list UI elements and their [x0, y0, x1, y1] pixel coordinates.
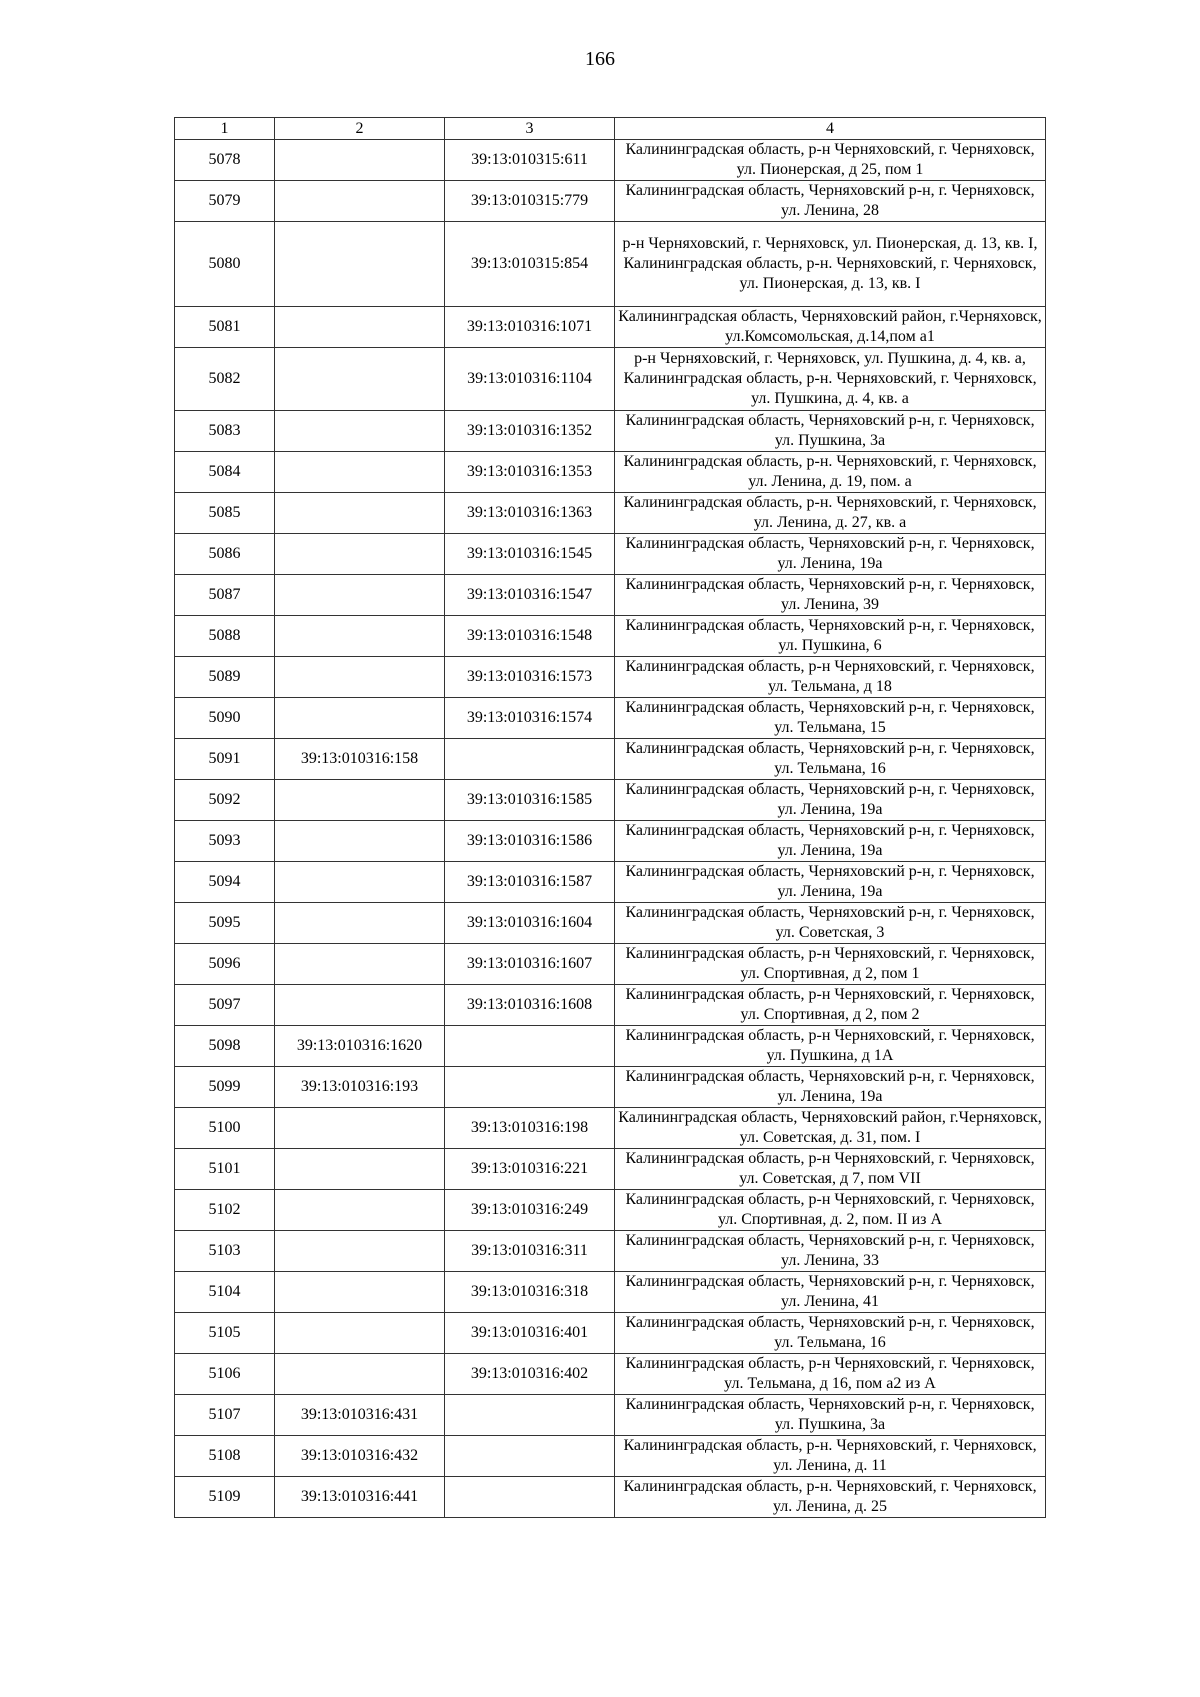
table-row [175, 1272, 1046, 1313]
cadastral-number-col3-cell: 39:13:010316:1104 [445, 348, 615, 411]
cadastral-number-col2-cell [275, 1190, 445, 1231]
address-cell: Калининградская область, Черняховский р-н, г. Черняховск, ул. Ленина, 39 [615, 575, 1046, 616]
cadastral-number-col2-cell: 39:13:010316:431 [275, 1395, 445, 1436]
cadastral-number-col3-cell: 39:13:010315:779 [445, 181, 615, 222]
table-row [175, 575, 1046, 616]
row-number-cell: 5100 [175, 1108, 275, 1149]
row-number-cell: 5093 [175, 821, 275, 862]
table-row [175, 1477, 1046, 1518]
cadastral-number-col2-cell: 39:13:010316:1620 [275, 1026, 445, 1067]
row-number-cell: 5105 [175, 1313, 275, 1354]
address-cell: Калининградская область, Черняховский р-н, г. Черняховск, ул. Ленина, 19а [615, 1067, 1046, 1108]
cadastral-number-col2-cell: 39:13:010316:193 [275, 1067, 445, 1108]
page-number: 166 [585, 48, 615, 70]
cadastral-number-col3-cell: 39:13:010316:1585 [445, 780, 615, 821]
address-cell: Калининградская область, Черняховский р-н, г. Черняховск, ул. Пушкина, 6 [615, 616, 1046, 657]
address-cell: Калининградская область, р-н Черняховский, г. Черняховск, ул. Спортивная, д. 2, пом. II из А [615, 1190, 1046, 1231]
address-cell: Калининградская область, Черняховский р-н, г. Черняховск, ул. Ленина, 19а [615, 862, 1046, 903]
address-cell: Калининградская область, р-н. Черняховский, г. Черняховск, ул. Ленина, д. 19, пом. а [615, 452, 1046, 493]
cadastral-number-col2-cell [275, 411, 445, 452]
cadastral-number-col3-cell: 39:13:010316:402 [445, 1354, 615, 1395]
address-cell: Калининградская область, Черняховский р-н, г. Черняховск, ул. Ленина, 33 [615, 1231, 1046, 1272]
cadastral-number-col3-cell: 39:13:010316:1071 [445, 307, 615, 348]
table-row [175, 222, 1046, 307]
cadastral-number-col3-cell: 39:13:010315:854 [445, 222, 615, 307]
cadastral-number-col2-cell [275, 698, 445, 739]
table-row [175, 903, 1046, 944]
table-row [175, 1395, 1046, 1436]
row-number-cell: 5085 [175, 493, 275, 534]
address-cell: Калининградская область, р-н Черняховский, г. Черняховск, ул. Спортивная, д 2, пом 2 [615, 985, 1046, 1026]
table-row [175, 862, 1046, 903]
cadastral-number-col3-cell [445, 1026, 615, 1067]
cadastral-number-col3-cell: 39:13:010316:1586 [445, 821, 615, 862]
table-row [175, 307, 1046, 348]
row-number-cell: 5079 [175, 181, 275, 222]
cadastral-number-col3-cell: 39:13:010316:1607 [445, 944, 615, 985]
table-row [175, 657, 1046, 698]
cadastral-number-col3-cell: 39:13:010316:221 [445, 1149, 615, 1190]
table-row [175, 1354, 1046, 1395]
cadastral-table [174, 117, 1046, 1518]
header-col-3: 3 [445, 118, 615, 140]
header-col-1: 1 [175, 118, 275, 140]
cadastral-number-col2-cell: 39:13:010316:158 [275, 739, 445, 780]
cadastral-number-col3-cell: 39:13:010316:1547 [445, 575, 615, 616]
row-number-cell: 5086 [175, 534, 275, 575]
row-number-cell: 5090 [175, 698, 275, 739]
header-col-2: 2 [275, 118, 445, 140]
address-cell: Калининградская область, Черняховский р-н, г. Черняховск, ул. Пушкина, 3а [615, 1395, 1046, 1436]
address-cell: Калининградская область, Черняховский район, г.Черняховск, ул. Советская, д. 31, пом. I [615, 1108, 1046, 1149]
address-cell: Калининградская область, Черняховский р-н, г. Черняховск, ул. Тельмана, 16 [615, 1313, 1046, 1354]
cadastral-number-col3-cell: 39:13:010316:249 [445, 1190, 615, 1231]
table-row [175, 616, 1046, 657]
address-cell: р-н Черняховский, г. Черняховск, ул. Пушкина, д. 4, кв. а, Калининградская область, р-н. Черняховский, г. Черняховск, ул. Пушкина, д. 4, кв. а [615, 348, 1046, 411]
address-cell: Калининградская область, р-н. Черняховский, г. Черняховск, ул. Ленина, д. 25 [615, 1477, 1046, 1518]
cadastral-number-col2-cell: 39:13:010316:432 [275, 1436, 445, 1477]
row-number-cell: 5108 [175, 1436, 275, 1477]
address-cell: Калининградская область, р-н. Черняховский, г. Черняховск, ул. Ленина, д. 27, кв. а [615, 493, 1046, 534]
cadastral-number-col3-cell: 39:13:010316:1604 [445, 903, 615, 944]
cadastral-number-col2-cell [275, 985, 445, 1026]
table-row [175, 181, 1046, 222]
cadastral-number-col3-cell [445, 1436, 615, 1477]
cadastral-number-col2-cell [275, 1272, 445, 1313]
cadastral-number-col3-cell: 39:13:010316:1545 [445, 534, 615, 575]
cadastral-number-col2-cell [275, 657, 445, 698]
table-header [175, 118, 1046, 140]
cadastral-number-col2-cell [275, 307, 445, 348]
table-row [175, 348, 1046, 411]
cadastral-number-col2-cell [275, 222, 445, 307]
row-number-cell: 5104 [175, 1272, 275, 1313]
cadastral-number-col3-cell: 39:13:010315:611 [445, 140, 615, 181]
cadastral-number-col3-cell [445, 1067, 615, 1108]
row-number-cell: 5087 [175, 575, 275, 616]
address-cell: Калининградская область, Черняховский р-н, г. Черняховск, ул. Ленина, 19а [615, 780, 1046, 821]
row-number-cell: 5103 [175, 1231, 275, 1272]
cadastral-number-col3-cell: 39:13:010316:1363 [445, 493, 615, 534]
row-number-cell: 5096 [175, 944, 275, 985]
address-cell: Калининградская область, р-н Черняховский, г. Черняховск, ул. Пионерская, д 25, пом 1 [615, 140, 1046, 181]
table-row [175, 780, 1046, 821]
row-number-cell: 5109 [175, 1477, 275, 1518]
cadastral-number-col2-cell [275, 1354, 445, 1395]
table-row [175, 1190, 1046, 1231]
row-number-cell: 5082 [175, 348, 275, 411]
cadastral-number-col3-cell: 39:13:010316:1573 [445, 657, 615, 698]
cadastral-number-col3-cell: 39:13:010316:198 [445, 1108, 615, 1149]
row-number-cell: 5098 [175, 1026, 275, 1067]
row-number-cell: 5084 [175, 452, 275, 493]
row-number-cell: 5095 [175, 903, 275, 944]
table-row [175, 821, 1046, 862]
cadastral-number-col2-cell [275, 1149, 445, 1190]
cadastral-number-col3-cell [445, 1477, 615, 1518]
cadastral-number-col2-cell [275, 780, 445, 821]
row-number-cell: 5081 [175, 307, 275, 348]
address-cell: Калининградская область, р-н Черняховский, г. Черняховск, ул. Пушкина, д 1А [615, 1026, 1046, 1067]
row-number-cell: 5092 [175, 780, 275, 821]
address-cell: Калининградская область, Черняховский р-н, г. Черняховск, ул. Ленина, 19а [615, 821, 1046, 862]
table-row [175, 493, 1046, 534]
table-row [175, 1026, 1046, 1067]
row-number-cell: 5088 [175, 616, 275, 657]
table-row [175, 739, 1046, 780]
address-cell: р-н Черняховский, г. Черняховск, ул. Пионерская, д. 13, кв. I, Калининградская область, р-н. Черняховский, г. Черняховск, ул. Пионерская, д. 13, кв. I [615, 222, 1046, 307]
cadastral-number-col2-cell [275, 493, 445, 534]
cadastral-number-col3-cell: 39:13:010316:311 [445, 1231, 615, 1272]
row-number-cell: 5099 [175, 1067, 275, 1108]
address-cell: Калининградская область, Черняховский р-н, г. Черняховск, ул. Тельмана, 16 [615, 739, 1046, 780]
table-row [175, 944, 1046, 985]
cadastral-number-col2-cell [275, 181, 445, 222]
cadastral-number-col2-cell [275, 1108, 445, 1149]
cadastral-number-col3-cell: 39:13:010316:1353 [445, 452, 615, 493]
row-number-cell: 5097 [175, 985, 275, 1026]
row-number-cell: 5101 [175, 1149, 275, 1190]
cadastral-number-col3-cell: 39:13:010316:1587 [445, 862, 615, 903]
table-row [175, 698, 1046, 739]
table-row [175, 411, 1046, 452]
table-row [175, 1313, 1046, 1354]
table-row [175, 1108, 1046, 1149]
cadastral-number-col3-cell [445, 739, 615, 780]
row-number-cell: 5094 [175, 862, 275, 903]
cadastral-number-col2-cell [275, 140, 445, 181]
table-row [175, 1436, 1046, 1477]
cadastral-number-col2-cell [275, 1231, 445, 1272]
address-cell: Калининградская область, Черняховский район, г.Черняховск, ул.Комсомольская, д.14,пом а1 [615, 307, 1046, 348]
address-cell: Калининградская область, р-н Черняховский, г. Черняховск, ул. Тельмана, д 16, пом а2 из А [615, 1354, 1046, 1395]
address-cell: Калининградская область, Черняховский р-н, г. Черняховск, ул. Ленина, 19а [615, 534, 1046, 575]
cadastral-number-col3-cell: 39:13:010316:401 [445, 1313, 615, 1354]
cadastral-number-col3-cell [445, 1395, 615, 1436]
cadastral-number-col3-cell: 39:13:010316:1608 [445, 985, 615, 1026]
row-number-cell: 5107 [175, 1395, 275, 1436]
cadastral-number-col2-cell: 39:13:010316:441 [275, 1477, 445, 1518]
cadastral-number-col2-cell [275, 821, 445, 862]
cadastral-number-col2-cell [275, 1313, 445, 1354]
table-row [175, 452, 1046, 493]
row-number-cell: 5106 [175, 1354, 275, 1395]
address-cell: Калининградская область, Черняховский р-н, г. Черняховск, ул. Ленина, 41 [615, 1272, 1046, 1313]
table-row [175, 1231, 1046, 1272]
cadastral-number-col3-cell: 39:13:010316:1352 [445, 411, 615, 452]
cadastral-number-col2-cell [275, 534, 445, 575]
cadastral-number-col2-cell [275, 575, 445, 616]
table-row [175, 1149, 1046, 1190]
table-row [175, 1067, 1046, 1108]
cadastral-number-col2-cell [275, 862, 445, 903]
cadastral-number-col2-cell [275, 452, 445, 493]
address-cell: Калининградская область, р-н. Черняховский, г. Черняховск, ул. Ленина, д. 11 [615, 1436, 1046, 1477]
cadastral-number-col2-cell [275, 348, 445, 411]
row-number-cell: 5078 [175, 140, 275, 181]
row-number-cell: 5102 [175, 1190, 275, 1231]
address-cell: Калининградская область, Черняховский р-н, г. Черняховск, ул. Советская, 3 [615, 903, 1046, 944]
row-number-cell: 5091 [175, 739, 275, 780]
cadastral-number-col2-cell [275, 616, 445, 657]
cadastral-number-col3-cell: 39:13:010316:318 [445, 1272, 615, 1313]
cadastral-number-col2-cell [275, 903, 445, 944]
address-cell: Калининградская область, Черняховский р-н, г. Черняховск, ул. Ленина, 28 [615, 181, 1046, 222]
row-number-cell: 5083 [175, 411, 275, 452]
address-cell: Калининградская область, Черняховский р-н, г. Черняховск, ул. Пушкина, 3а [615, 411, 1046, 452]
header-col-4: 4 [615, 118, 1046, 140]
address-cell: Калининградская область, р-н Черняховский, г. Черняховск, ул. Спортивная, д 2, пом 1 [615, 944, 1046, 985]
address-cell: Калининградская область, р-н Черняховский, г. Черняховск, ул. Советская, д 7, пом VII [615, 1149, 1046, 1190]
cadastral-number-col3-cell: 39:13:010316:1574 [445, 698, 615, 739]
table-row [175, 985, 1046, 1026]
row-number-cell: 5089 [175, 657, 275, 698]
cadastral-number-col3-cell: 39:13:010316:1548 [445, 616, 615, 657]
address-cell: Калининградская область, р-н Черняховский, г. Черняховск, ул. Тельмана, д 18 [615, 657, 1046, 698]
cadastral-number-col2-cell [275, 944, 445, 985]
row-number-cell: 5080 [175, 222, 275, 307]
table-row [175, 534, 1046, 575]
table-body [175, 140, 1046, 1518]
address-cell: Калининградская область, Черняховский р-н, г. Черняховск, ул. Тельмана, 15 [615, 698, 1046, 739]
table-row [175, 140, 1046, 181]
